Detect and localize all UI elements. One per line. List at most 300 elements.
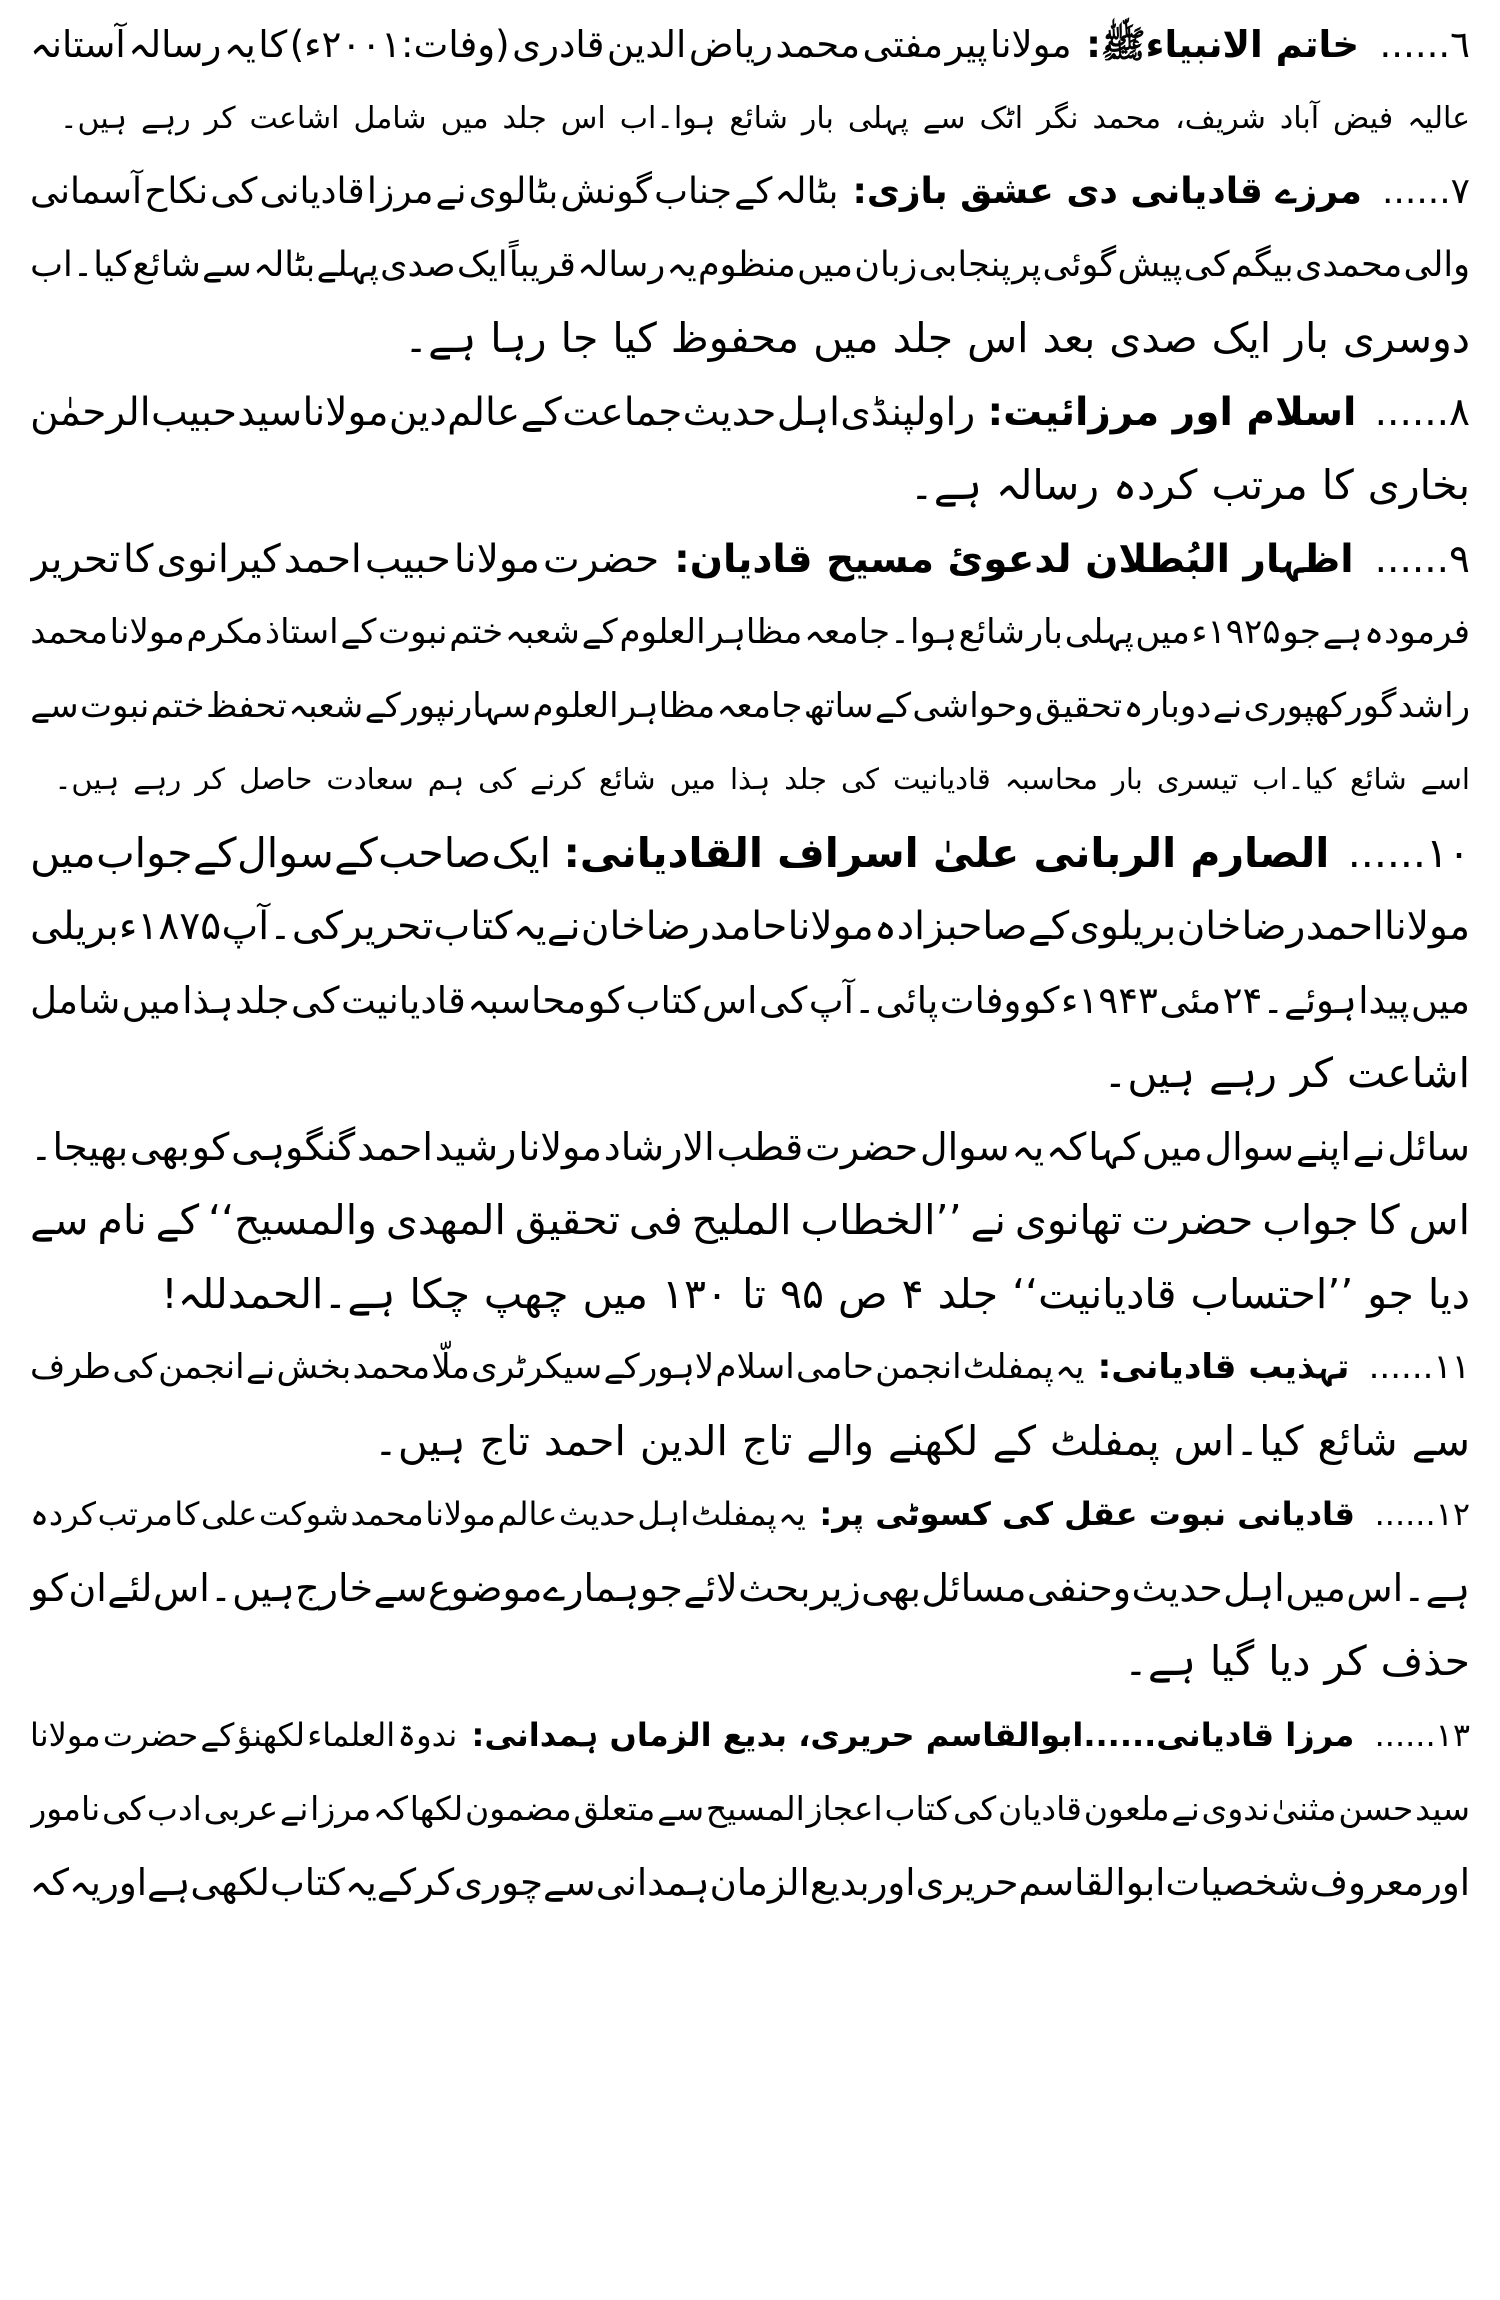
word: الرحمٰن: [30, 389, 151, 435]
item-number: ١٢......: [1374, 1495, 1470, 1533]
word: محمد: [350, 1495, 424, 1533]
word: جلد: [235, 978, 290, 1022]
word: احمد: [543, 1416, 626, 1465]
text-line: [30, 1111, 1470, 1185]
word: حدیث: [1131, 1565, 1223, 1610]
word: اسے: [1420, 762, 1470, 796]
word: حسن: [1338, 1789, 1414, 1828]
item-title: الصارم الربانی علیٰ اسراف القادیانی:: [563, 828, 1330, 877]
word: العلوم: [532, 685, 619, 726]
word: کے: [992, 1416, 1036, 1465]
word: اور: [869, 1860, 916, 1904]
word: کا: [123, 536, 154, 582]
word: کردہ: [1113, 461, 1198, 509]
word: کے: [200, 1715, 235, 1754]
word: والمسیح‘‘: [208, 1196, 377, 1244]
word: کے: [874, 685, 912, 726]
word: بھیجا۔: [30, 1124, 129, 1169]
word: کر: [1324, 1637, 1367, 1685]
word: کی۔آپ: [221, 904, 343, 949]
item-title: قادیانی نبوت عقل کی کسوٹی پر:: [819, 1495, 1355, 1533]
word: الملیح: [691, 1196, 792, 1244]
item-number: ١١......: [1368, 1347, 1470, 1387]
word: سید: [237, 389, 303, 435]
word: کے: [1027, 904, 1070, 949]
document-page: [30, 8, 1470, 1919]
word: رضا: [1241, 904, 1306, 949]
word: خان: [580, 904, 646, 949]
text-line: [30, 8, 1470, 82]
word: زبان: [854, 244, 918, 285]
word: میں: [1141, 1124, 1203, 1169]
word: الدین: [606, 23, 687, 66]
word: عالیہ: [1407, 100, 1470, 136]
word: کہ: [372, 1789, 408, 1828]
word: کی: [210, 171, 258, 212]
word: ختم: [150, 685, 205, 726]
word: نے: [1212, 685, 1243, 726]
word: کہ: [1046, 1124, 1087, 1169]
word: طرف: [30, 1347, 112, 1387]
word: ہیں۔: [54, 762, 120, 796]
word: گونش: [560, 171, 652, 212]
word: ۱۳۰: [661, 1269, 729, 1318]
word: مرتب: [1211, 461, 1308, 509]
word: تحقیق: [514, 1196, 621, 1244]
word: بھی: [861, 1565, 921, 1610]
word: بار: [801, 100, 834, 136]
word: آباد: [1279, 100, 1320, 136]
item-number: ٨......: [1374, 389, 1470, 435]
word: یہ: [1011, 1124, 1045, 1169]
word: دوبارہ: [1123, 685, 1212, 726]
word: کرنے: [530, 762, 585, 796]
word: جا: [560, 314, 599, 362]
word: ہے۔: [404, 314, 477, 362]
word: میں: [813, 314, 879, 362]
word: صدی: [380, 244, 456, 285]
word: کی: [101, 1789, 146, 1828]
word: حریری: [915, 1860, 1019, 1904]
word: وحنفی: [1026, 1565, 1132, 1610]
word: جلد: [502, 100, 547, 136]
word: لکھنؤ: [236, 1715, 305, 1754]
word: کردہ: [30, 1495, 96, 1533]
word: زیر: [810, 1565, 861, 1610]
text-line: [30, 817, 1470, 891]
word: سے: [202, 244, 252, 285]
word: شامل: [353, 100, 427, 136]
word: گورکھپوری: [1243, 685, 1397, 726]
word: جلد: [892, 314, 954, 362]
word: جو: [639, 1565, 683, 1610]
word: مولانا: [109, 612, 185, 652]
item-number: ١٠......: [1347, 828, 1470, 877]
word: قادیانیت‘‘: [1012, 1269, 1177, 1318]
word: اور: [1423, 1860, 1470, 1904]
word: آسمانی: [30, 171, 142, 212]
word: استاذ: [264, 612, 339, 652]
text-line: [30, 229, 1470, 303]
word: جلد: [784, 762, 827, 796]
word: کیرانوی: [156, 536, 281, 582]
word: نبوت: [378, 612, 448, 652]
word: حضرت: [542, 536, 660, 582]
word: ہے۔: [1123, 1637, 1196, 1685]
word: محفوظ: [670, 314, 800, 362]
word: لکھنے: [888, 1416, 979, 1465]
word: نے: [1352, 1124, 1386, 1169]
word: ندوی: [1201, 1789, 1270, 1828]
word: اعجاز: [806, 1789, 883, 1828]
word: مظاہر: [619, 685, 716, 726]
word: قادری: [512, 23, 605, 66]
word: شائع: [1317, 1416, 1398, 1465]
word: بار: [1111, 762, 1143, 796]
word: کتاب: [269, 1860, 345, 1904]
word: میں: [669, 762, 716, 796]
word: سہارنپور: [402, 685, 532, 726]
text-line: [30, 1772, 1470, 1846]
item-number: ٦......: [1379, 23, 1470, 66]
word: ہے۔الحمدللہ!: [161, 1269, 396, 1318]
word: ’’الخطاب: [800, 1196, 962, 1244]
word: بحث: [738, 1565, 811, 1610]
word: مولانا: [518, 1124, 602, 1169]
text-line: [30, 1478, 1470, 1552]
word: میں: [440, 100, 489, 136]
word: مفتی: [862, 23, 944, 66]
word: رہے: [141, 100, 191, 136]
text-line: [30, 670, 1470, 744]
text-line: [30, 155, 1470, 229]
word: لکھا: [409, 1789, 464, 1828]
word: تا: [742, 1269, 766, 1318]
word: ۱۹۲۵ء: [1191, 612, 1281, 652]
word: شائع: [729, 100, 788, 136]
word: حدیث: [558, 1495, 636, 1533]
word: منظوم: [698, 244, 796, 285]
word: دیا: [1427, 1269, 1470, 1318]
word: رسالہ: [995, 461, 1100, 509]
word: میں: [1285, 1565, 1346, 1610]
item-number: ١٣......: [1374, 1715, 1470, 1754]
word: جامعہ: [716, 685, 803, 726]
word: نگر: [1037, 100, 1079, 136]
word: میں: [582, 1269, 648, 1318]
word: سوال: [919, 1124, 1010, 1169]
word: تاج: [479, 1416, 530, 1465]
word: ص: [838, 1269, 888, 1318]
word: حضرت: [102, 1715, 199, 1754]
word: قادیان: [997, 1789, 1082, 1828]
word: اہل: [637, 1495, 690, 1533]
word: احمد: [357, 1124, 433, 1169]
word: محمد: [1092, 100, 1162, 136]
word: محمد: [352, 1347, 431, 1387]
word: خان: [1176, 904, 1242, 949]
word: مثنیٰ: [1271, 1789, 1337, 1828]
word: قادیانیت: [892, 762, 991, 796]
word: ہوا۔جامعہ: [804, 612, 957, 652]
word: ہذا: [729, 762, 771, 796]
word: بار: [1285, 314, 1329, 362]
word: ۱۸۷۵ء: [119, 904, 222, 949]
word: کا: [1367, 1196, 1400, 1244]
word: سعادت: [326, 762, 414, 796]
word: ایک: [491, 828, 552, 877]
word: محاسبہ: [1004, 762, 1098, 796]
word: کیا۔اب: [1252, 762, 1336, 796]
word: رہا: [490, 314, 547, 362]
word: یہ: [69, 1860, 101, 1904]
word: کے: [334, 828, 378, 877]
word: پیش: [1117, 244, 1183, 285]
word: کا: [258, 23, 288, 66]
word: جلد: [937, 1269, 999, 1318]
word: شائع: [132, 244, 201, 285]
word: ہم: [427, 762, 465, 796]
word: میں: [30, 828, 96, 877]
word: مولانا: [453, 536, 540, 582]
word: پنجابی: [918, 244, 1011, 285]
word: بریلوی: [1069, 904, 1177, 949]
word: نے: [1171, 1789, 1200, 1828]
word: (وفات:۲۰۰۱ء): [289, 23, 510, 66]
word: تاج: [741, 1416, 793, 1465]
word: قریباً: [508, 244, 576, 285]
word: سائل: [1387, 1124, 1470, 1169]
word: مولانا: [425, 1495, 496, 1533]
word: نے: [970, 1196, 1006, 1244]
word: ہوئے۔۲۴: [1222, 978, 1357, 1022]
word: حامی: [795, 1347, 874, 1387]
text-line: [30, 1846, 1470, 1920]
word: کی: [1183, 244, 1230, 285]
text-line: [30, 376, 1470, 450]
word: راشد: [1397, 685, 1470, 726]
text-line: [30, 596, 1470, 670]
word: بریلی: [30, 904, 119, 949]
word: پمفلٹ: [690, 1495, 777, 1533]
word: صدی: [1109, 314, 1198, 362]
word: کر: [195, 762, 226, 796]
item-number: ٩......: [1374, 536, 1470, 582]
word: کر: [416, 1860, 455, 1904]
word: کی: [758, 978, 808, 1022]
word: حدیث: [682, 389, 777, 435]
item-number: ٧......: [1381, 171, 1470, 212]
word: کہا: [1088, 1124, 1141, 1169]
word: گنگوہی: [231, 1124, 356, 1169]
word: الزمان: [709, 1860, 810, 1904]
word: مولانا: [787, 904, 874, 949]
word: العلماء: [307, 1715, 396, 1754]
word: مضمون: [464, 1789, 572, 1828]
word: ۱۹۴۳ء: [1060, 978, 1158, 1022]
word: فرمودہ: [1364, 612, 1470, 652]
word: خارج: [295, 1565, 374, 1610]
word: ریاض: [688, 23, 773, 66]
text-line: [30, 1037, 1470, 1111]
word: کو: [587, 978, 625, 1022]
word: مولانا: [989, 23, 1072, 66]
word: ملّا: [431, 1347, 470, 1387]
word: بٹالہ: [774, 171, 839, 212]
item-title: تہذیب قادیانی:: [1097, 1347, 1350, 1387]
word: گیا: [1209, 1637, 1255, 1685]
word: والی: [1403, 244, 1470, 285]
word: تحقیق: [1035, 685, 1123, 726]
item-title: مرزے قادیانی دی عشق بازی:: [852, 171, 1362, 212]
word: اسلام: [715, 1347, 795, 1387]
word: قطب: [716, 1124, 804, 1169]
word: بعد: [1042, 314, 1096, 362]
word: کا: [1321, 461, 1354, 509]
word: میں: [1410, 978, 1470, 1022]
word: رہے: [133, 762, 182, 796]
word: سے: [1411, 1416, 1470, 1465]
word: ان: [68, 1565, 107, 1610]
word: انجمن: [158, 1347, 245, 1387]
text-line: [30, 964, 1470, 1038]
word: رسالہ: [577, 244, 666, 285]
text-line: [30, 523, 1470, 597]
word: ہے۔اس: [1346, 1565, 1470, 1610]
word: سوال: [237, 828, 334, 877]
word: کتاب: [433, 904, 513, 949]
item-title: اسلام اور مرزائیت:: [987, 389, 1357, 435]
word: راولپنڈی: [840, 389, 976, 435]
word: لاہور: [640, 1347, 715, 1387]
word: تھانوی: [1014, 1196, 1123, 1244]
text-line: [30, 1552, 1470, 1626]
word: ہیں۔: [59, 100, 128, 136]
word: یہ: [344, 1860, 377, 1904]
word: معروف: [1309, 1860, 1424, 1904]
word: پیر: [945, 23, 988, 66]
word: رہے: [1209, 1049, 1277, 1097]
word: پہلے: [316, 244, 379, 285]
word: محمدی: [1294, 244, 1403, 285]
word: کے: [340, 612, 377, 652]
word: مکرم: [186, 612, 264, 652]
word: محمد: [30, 612, 108, 652]
word: بار: [1026, 612, 1063, 652]
text-line: [30, 1184, 1470, 1258]
word: کی: [478, 762, 517, 796]
word: والے: [806, 1416, 874, 1465]
word: ہیں۔: [1103, 1049, 1196, 1097]
word: الدین: [639, 1416, 728, 1465]
word: بیگم: [1230, 244, 1294, 285]
word: لئے: [107, 1565, 153, 1610]
word: کی: [291, 978, 340, 1022]
word: المهدی: [385, 1196, 506, 1244]
text-line: [30, 449, 1470, 523]
word: نبوت: [80, 685, 150, 726]
word: شعبہ: [504, 612, 580, 652]
word: سے: [30, 1196, 89, 1244]
word: سے: [922, 100, 966, 136]
word: گوئی: [1042, 244, 1117, 285]
word: کے: [193, 828, 237, 877]
word: چوری: [454, 1860, 543, 1904]
word: علی: [200, 1495, 258, 1533]
word: سے: [373, 1565, 428, 1610]
word: ہذا: [182, 978, 234, 1022]
word: کو: [191, 1124, 230, 1169]
word: مرزا: [310, 1789, 372, 1828]
word: اٹک: [979, 100, 1024, 136]
word: صاحبزادہ: [873, 904, 1028, 949]
word: جواب: [96, 828, 193, 877]
item-title: اظہار البُطلان لدعوئ مسیح قادیان:: [674, 536, 1354, 582]
word: شخصیات: [1165, 1860, 1310, 1904]
word: مولانا: [30, 1715, 101, 1754]
word: احمد: [283, 536, 362, 582]
word: یہ: [1055, 1347, 1085, 1387]
word: نے: [435, 171, 467, 212]
word: پر: [1012, 244, 1042, 285]
word: ہیں۔: [373, 1416, 466, 1465]
word: مولانا: [1383, 904, 1470, 949]
word: ہمارے: [542, 1565, 640, 1610]
word: بٹالہ: [253, 244, 316, 285]
word: کیا: [612, 314, 657, 362]
text-line: [30, 1625, 1470, 1699]
word: رضا: [645, 904, 710, 949]
word: کے: [520, 389, 562, 435]
word: ۹۵: [779, 1269, 825, 1318]
word: ختم: [449, 612, 504, 652]
word: کے: [155, 1196, 200, 1244]
word: دین: [388, 389, 447, 435]
word: تحریر: [30, 536, 120, 582]
word: ۴: [901, 1269, 924, 1318]
word: قادیانی: [259, 171, 365, 212]
word: حضرت: [1131, 1196, 1254, 1244]
word: کہ: [30, 1860, 69, 1904]
word: مسائل: [921, 1565, 1027, 1610]
word: احمد: [1305, 904, 1384, 949]
word: جماعت: [562, 389, 683, 435]
word: حبیب: [364, 536, 451, 582]
item-title: خاتم الانبیاءﷺ:: [1086, 23, 1360, 66]
word: سے: [657, 1789, 705, 1828]
word: کے: [734, 171, 773, 212]
word: ایک: [1211, 314, 1272, 362]
word: وفات: [939, 978, 1022, 1022]
word: شائع: [598, 762, 656, 796]
word: ہے: [1322, 612, 1363, 652]
word: حضرت: [804, 1124, 919, 1169]
word: سید: [1415, 1789, 1470, 1828]
word: محاسبہ: [467, 978, 587, 1022]
word: حبیب: [150, 389, 237, 435]
word: کے: [376, 1860, 417, 1904]
word: تیسری: [1156, 762, 1239, 796]
word: قادیانیت: [340, 978, 466, 1022]
word: العلوم: [619, 612, 706, 652]
word: فی: [628, 1196, 683, 1244]
text-line: [30, 1699, 1470, 1773]
word: کتاب: [884, 1789, 952, 1828]
word: صاحب: [378, 828, 492, 877]
word: کر: [204, 100, 236, 136]
word: جناب: [654, 171, 733, 212]
word: مرزا: [366, 171, 434, 212]
